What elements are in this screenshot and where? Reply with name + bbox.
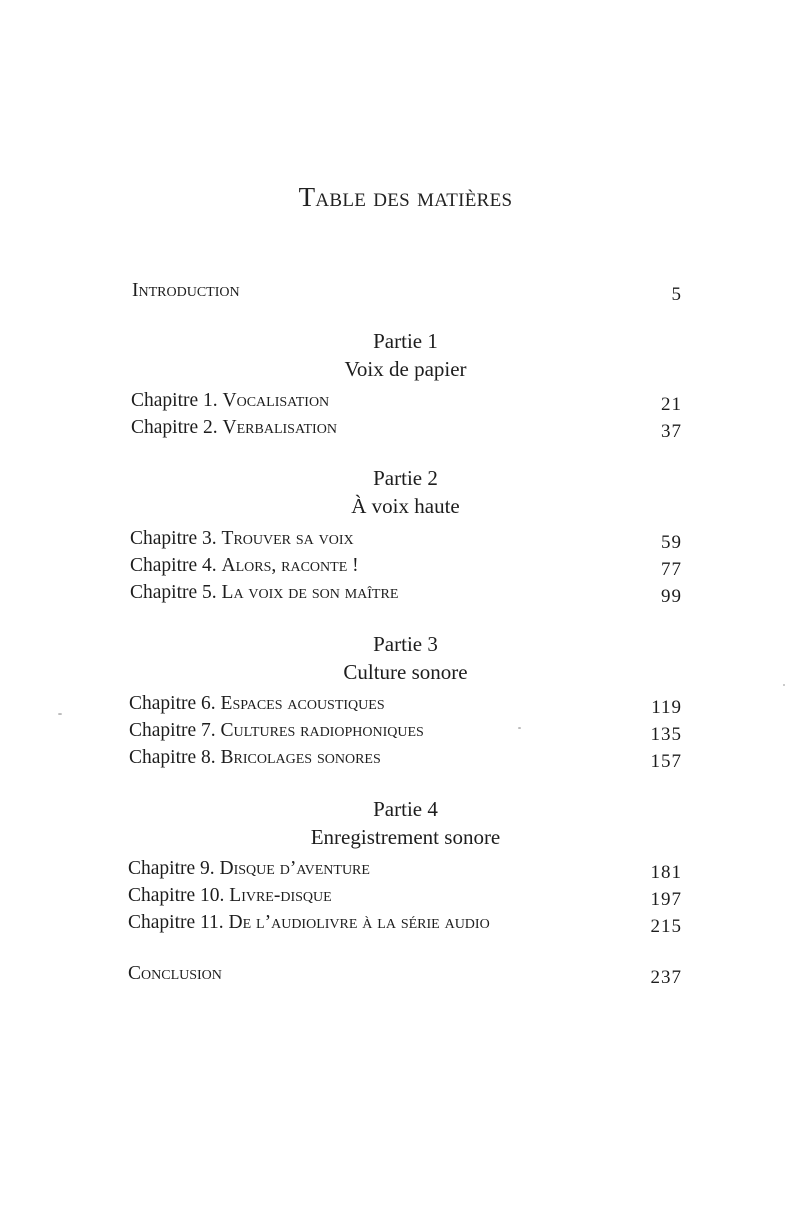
chapter-title: Disque d’aventure [219,858,370,879]
chapter-title: Cultures radiophoniques [220,720,424,741]
part-heading [0,630,811,686]
chapter-prefix: Chapitre 10. [128,885,230,906]
entry-label [128,883,332,909]
chapter-prefix: Chapitre 4. [130,555,222,576]
page-number: 237 [650,967,682,988]
entry-label [129,691,385,717]
toc-entry-chapter [129,745,682,771]
chapter-title: Trouver sa voix [221,528,354,549]
toc-entry-chapter [130,526,682,552]
page-number: 21 [661,394,682,415]
part-heading [0,464,811,520]
toc-entry-chapter [128,910,682,936]
scan-speck [518,727,521,729]
chapter-prefix: Chapitre 7. [129,720,221,741]
chapter-title: Alors, raconte ! [221,555,359,576]
part-heading [0,327,811,383]
chapter-title: De l’audiolivre à la série audio [228,912,490,933]
chapter-prefix: Chapitre 5. [130,582,222,603]
part-name: À voix haute [351,494,460,518]
toc-entry-conclusion [128,961,682,987]
part-name: Culture sonore [343,660,468,684]
scan-speck [58,713,62,715]
chapter-title: Vocalisation [222,390,330,411]
entry-label: Introduction [132,280,240,301]
page-number: 135 [650,724,682,745]
chapter-prefix: Chapitre 11. [128,912,229,933]
toc-entry-chapter [129,691,682,717]
chapter-prefix: Chapitre 1. [131,390,223,411]
chapter-prefix: Chapitre 9. [128,858,220,879]
page-title: Table des matières [298,182,513,212]
part-number: Partie 3 [373,632,438,656]
entry-label [128,910,490,936]
chapter-title: Livre-disque [229,885,332,906]
toc-entry-chapter [129,718,682,744]
toc-entry-chapter [128,856,682,882]
page-number: 181 [650,862,682,883]
part-name: Enregistrement sonore [310,825,501,849]
page-number: 215 [650,916,682,937]
entry-label: Conclusion [128,963,222,984]
entry-label [131,388,329,414]
chapter-prefix: Chapitre 2. [131,417,223,438]
part-number: Partie 2 [373,466,438,490]
chapter-prefix: Chapitre 6. [129,693,221,714]
entry-label [130,580,398,606]
page-number: 197 [650,889,682,910]
entry-label [130,526,354,552]
part-heading [0,795,811,851]
toc-entry-chapter [131,415,682,441]
chapter-title: Verbalisation [222,417,337,438]
toc-entry-chapter [130,580,682,606]
page-number: 77 [661,559,682,580]
toc-entry-introduction [132,278,682,304]
chapter-title: La voix de son maître [221,582,399,603]
entry-label [129,718,424,744]
entry-label [131,415,337,441]
scan-speck [783,684,785,686]
chapter-prefix: Chapitre 3. [130,528,222,549]
part-name: Voix de papier [344,357,467,381]
part-number: Partie 1 [373,329,438,353]
page-number: 99 [661,586,682,607]
toc-entry-chapter [130,553,682,579]
entry-label [130,553,359,579]
page-number: 5 [671,284,682,305]
chapter-title: Espaces acoustiques [220,693,385,714]
toc-entry-chapter [128,883,682,909]
page-number: 157 [650,751,682,772]
toc-entry-chapter [131,388,682,414]
part-number: Partie 4 [373,797,438,821]
chapter-prefix: Chapitre 8. [129,747,221,768]
entry-label [129,745,381,771]
page-number: 37 [661,421,682,442]
entry-label [128,856,370,882]
page-number: 59 [661,532,682,553]
chapter-title: Bricolages sonores [220,747,381,768]
page-number: 119 [651,697,682,718]
